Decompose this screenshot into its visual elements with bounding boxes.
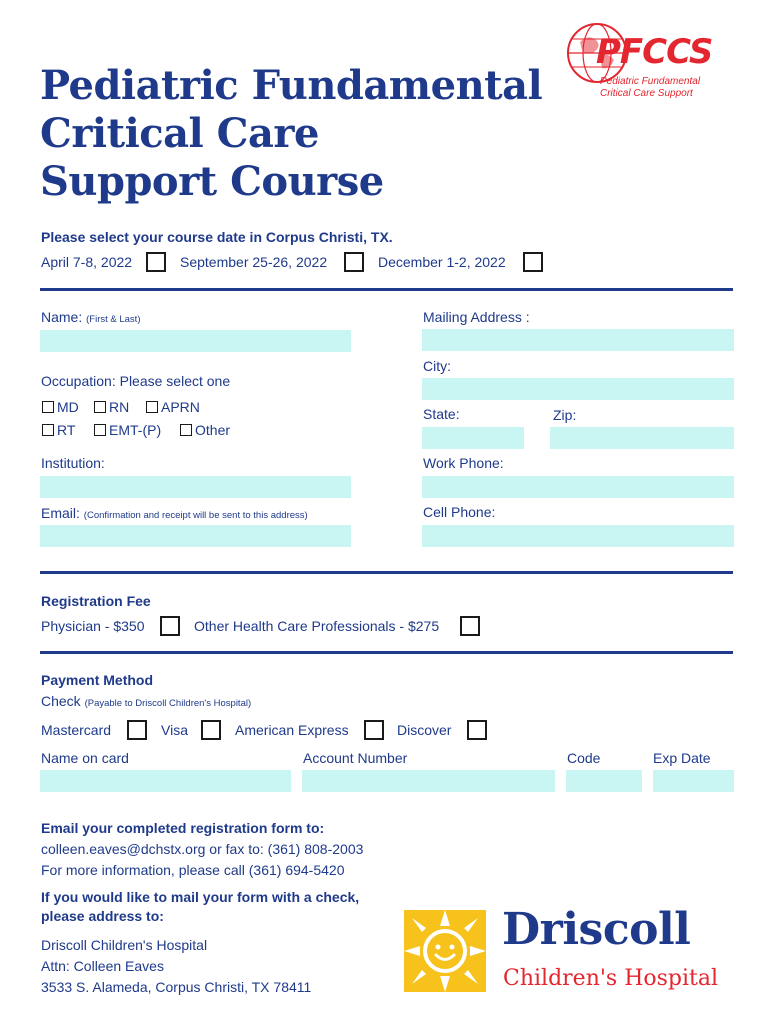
pfccs-subtitle-2: Critical Care Support [600, 88, 693, 99]
payment-heading: Payment Method [41, 672, 154, 688]
contact-line-2: For more information, please call (361) 694-5420 [41, 862, 345, 878]
occupation-rn[interactable]: RN [94, 399, 129, 415]
checkbox-icon [180, 424, 192, 436]
divider-1 [40, 288, 733, 291]
city-label: City: [423, 358, 451, 374]
divider-3 [40, 651, 733, 654]
email-hint: (Confirmation and receipt will be sent to this address) [83, 510, 308, 521]
checkbox-icon [94, 424, 106, 436]
card-checkbox-visa[interactable] [201, 720, 221, 740]
checkbox-icon [146, 401, 158, 413]
occupation-other[interactable]: Other [180, 422, 230, 438]
pfccs-subtitle-1: Pediatric Fundamental [600, 76, 701, 87]
exp-date-field[interactable] [653, 770, 734, 792]
name-on-card-label: Name on card [41, 750, 129, 766]
card-label-mastercard: Mastercard [41, 722, 112, 738]
zip-label: Zip: [553, 407, 577, 423]
title-line-2: Critical Care [40, 110, 319, 157]
card-checkbox-mastercard[interactable] [127, 720, 147, 740]
page-title [40, 62, 580, 206]
contact-heading: Email your completed registration form to: [41, 820, 325, 836]
address-line-1: Driscoll Children's Hospital [41, 937, 208, 953]
occupation-rt[interactable]: RT [42, 422, 75, 438]
email-field[interactable] [40, 525, 351, 547]
code-field[interactable] [566, 770, 642, 792]
institution-field[interactable] [40, 476, 351, 498]
contact-line-1: colleen.eaves@dchstx.org or fax to: (361) 808-2003 [41, 841, 364, 857]
mail-heading-1: If you would like to mail your form with a check, [41, 889, 360, 905]
name-label: Name: (First & Last) [41, 309, 141, 325]
title-line-1: Pediatric Fundamental [40, 62, 543, 109]
address-line-2: Attn: Colleen Eaves [41, 958, 164, 974]
address-line-3: 3533 S. Alameda, Corpus Christi, TX 78411 [41, 979, 312, 995]
state-field[interactable] [422, 427, 524, 449]
date-checkbox-april[interactable] [146, 252, 166, 272]
check-hint: (Payable to Driscoll Children's Hospital) [84, 698, 252, 709]
date-option-label-1: April 7-8, 2022 [41, 254, 133, 270]
name-on-card-field[interactable] [40, 770, 291, 792]
date-heading: Please select your course date in Corpus Christi, TX. [41, 229, 393, 245]
exp-date-label: Exp Date [653, 750, 711, 766]
card-label-visa: Visa [161, 722, 188, 738]
work-phone-field[interactable] [422, 476, 734, 498]
account-number-field[interactable] [302, 770, 555, 792]
divider-2 [40, 571, 733, 574]
driscoll-wordmark: Driscoll [502, 904, 691, 955]
code-label: Code [567, 750, 601, 766]
driscoll-logo [404, 904, 744, 994]
cell-phone-label: Cell Phone: [423, 504, 496, 520]
cell-phone-field[interactable] [422, 525, 734, 547]
city-field[interactable] [422, 378, 734, 400]
zip-field[interactable] [550, 427, 734, 449]
mailing-address-field[interactable] [422, 329, 734, 351]
work-phone-label: Work Phone: [423, 455, 504, 471]
occupation-aprn[interactable]: APRN [146, 399, 200, 415]
card-checkbox-amex[interactable] [364, 720, 384, 740]
fee-label-physician: Physician - $350 [41, 618, 145, 634]
occupation-emt[interactable]: EMT-(P) [94, 422, 161, 438]
pfccs-logo [566, 22, 746, 108]
checkbox-icon [94, 401, 106, 413]
check-label: Check (Payable to Driscoll Children's Hospital) [41, 693, 252, 709]
date-option-label-2: September 25-26, 2022 [180, 254, 328, 270]
mailing-address-label: Mailing Address : [423, 309, 530, 325]
institution-label: Institution: [41, 455, 105, 471]
card-label-amex: American Express [235, 722, 349, 738]
title-line-3: Support Course [40, 158, 384, 205]
occupation-md[interactable]: MD [42, 399, 79, 415]
email-label: Email: (Confirmation and receipt will be sent to this address) [41, 505, 308, 521]
occupation-label: Occupation: Please select one [41, 373, 231, 389]
date-option-label-3: December 1-2, 2022 [378, 254, 506, 270]
mail-heading-2: please address to: [41, 908, 164, 924]
fee-checkbox-other[interactable] [460, 616, 480, 636]
fee-label-other: Other Health Care Professionals - $275 [194, 618, 440, 634]
date-checkbox-september[interactable] [344, 252, 364, 272]
state-label: State: [423, 406, 460, 422]
name-hint: (First & Last) [86, 314, 141, 325]
sun-face-icon [404, 910, 486, 992]
checkbox-icon [42, 401, 54, 413]
name-field[interactable] [40, 330, 351, 352]
date-checkbox-december[interactable] [523, 252, 543, 272]
card-checkbox-discover[interactable] [467, 720, 487, 740]
account-number-label: Account Number [303, 750, 408, 766]
driscoll-subtitle: Children's Hospital [503, 966, 719, 991]
card-label-discover: Discover [397, 722, 452, 738]
registration-heading: Registration Fee [41, 593, 151, 609]
pfccs-wordmark: PFCCS [596, 32, 713, 72]
fee-checkbox-physician[interactable] [160, 616, 180, 636]
checkbox-icon [42, 424, 54, 436]
